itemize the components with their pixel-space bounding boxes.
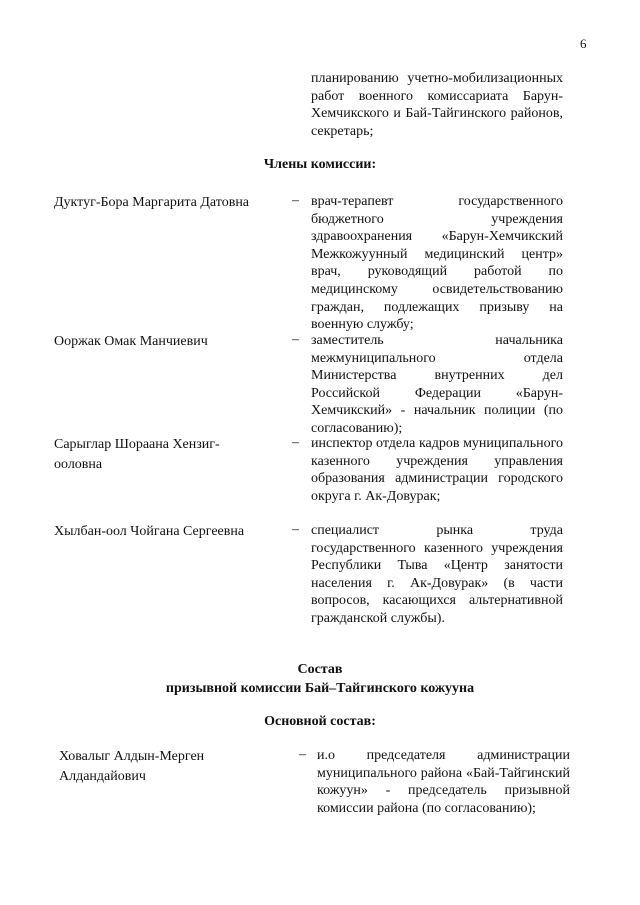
members-heading: Члены комиссии: <box>263 157 377 172</box>
continuation-text: планированию учетно-мобилизационных работ военного комиссариата Барун-Хемчикского и Бай-Тайгинского районов, секретарь; <box>311 71 563 139</box>
main-composition-heading: Основной состав: <box>264 714 376 729</box>
member-name: Ооржак Омак Манчиевич <box>54 334 208 349</box>
member-description: специалист рынка труда государственного казенного учреждения Республики Тыва «Центр занятости населения г. Ак-Довурак» (в части вопросов, касающихся альтернативной гражданской службы). <box>311 523 563 626</box>
dash-separator: – <box>292 332 299 347</box>
member-description: и.о председателя администрации муниципального района «Бай-Тайгинский кожуун» - председатель призывной комиссии района (по согласованию); <box>317 748 570 816</box>
member-name: Сарыглар Шораана Хензиг-ооловна <box>54 437 220 472</box>
member-description: врач-терапевт государственного бюджетного учреждения здравоохранения «Барун-Хемчикский Межкожуунный медицинский центр» врач, руководящий работой по медицинскому освидетельствованию граждан, подлежащих призыву на военную службу; <box>311 194 563 333</box>
page-number: 6 <box>580 36 587 51</box>
member-name: Хылбан-оол Чойгана Сергеевна <box>54 524 245 539</box>
member-description: заместитель начальника межмуниципального отдела Министерства внутренних дел Российской Федерации «Барун-Хемчикский» - начальник полиции (по согласованию); <box>311 333 563 436</box>
section-subtitle: призывной комиссии Бай–Тайгинского кожууна <box>165 681 475 696</box>
member-description: инспектор отдела кадров муниципального казенного учреждения управления образования администрации городского округа г. Ак-Довурак; <box>311 436 563 504</box>
dash-separator: – <box>292 435 299 450</box>
member-name: Ховалыг Алдын-Мерген Алдандайович <box>59 749 205 784</box>
dash-separator: – <box>299 747 306 762</box>
dash-separator: – <box>292 522 299 537</box>
dash-separator: – <box>292 193 299 208</box>
member-name: Дуктуг-Бора Маргарита Датовна <box>54 195 250 210</box>
section-title: Состав <box>297 662 343 677</box>
